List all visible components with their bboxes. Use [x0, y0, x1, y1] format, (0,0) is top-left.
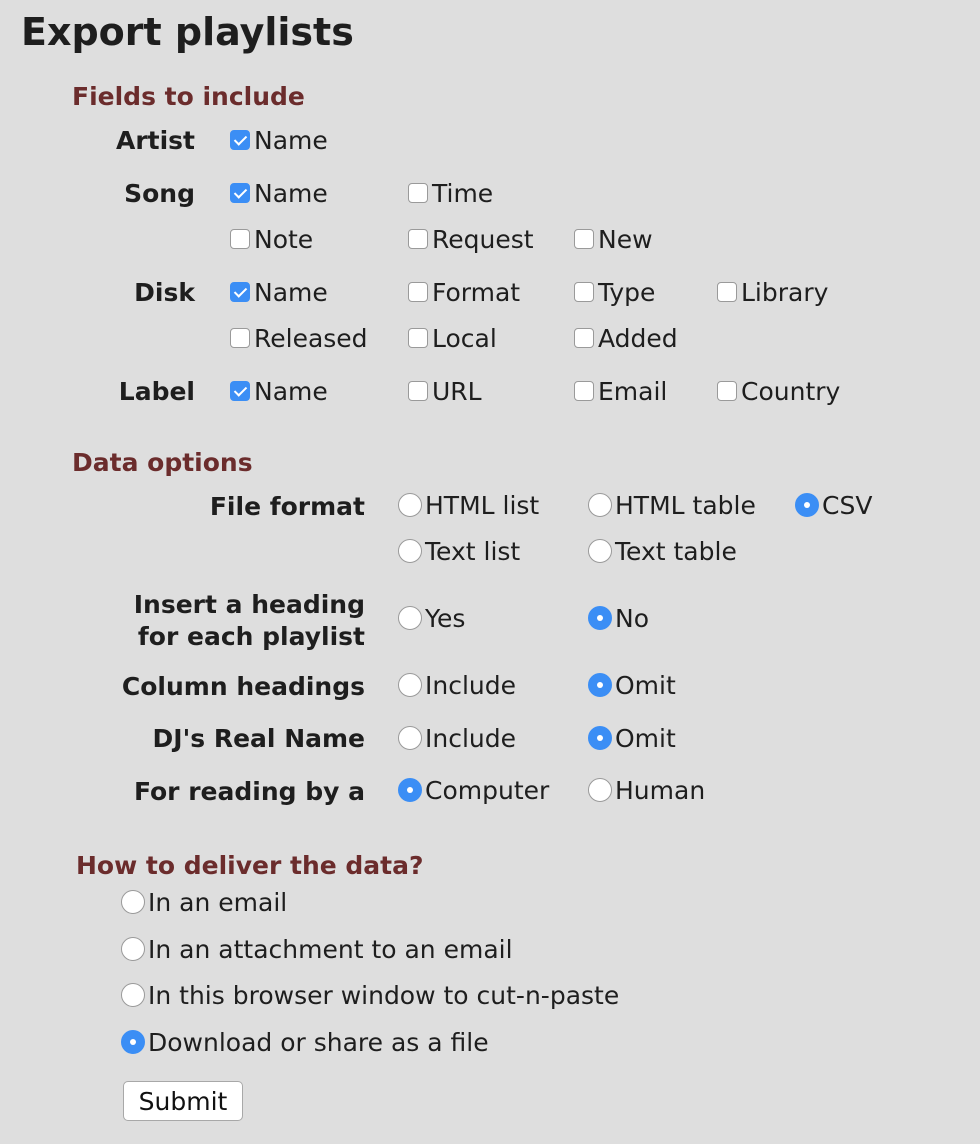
reading-by-label: For reading by a [133, 777, 365, 806]
disk-local-checkbox[interactable] [408, 328, 428, 348]
song-request-checkbox[interactable] [408, 229, 428, 249]
option-label: Name [254, 376, 328, 406]
label-name-checkbox[interactable] [230, 381, 250, 401]
option-label: CSV [822, 490, 873, 520]
disk-added-checkbox[interactable] [574, 328, 594, 348]
disk-type-checkbox[interactable] [574, 282, 594, 302]
option-label: Country [741, 376, 841, 406]
deliver-download-option[interactable] [121, 1026, 489, 1058]
option-label: Request [432, 224, 534, 254]
label-name-option[interactable] [230, 375, 328, 407]
label-email-option[interactable] [574, 375, 667, 407]
disk-library-checkbox[interactable] [717, 282, 737, 302]
disk-name-option[interactable] [230, 276, 328, 308]
option-label: Email [598, 376, 668, 406]
disk-local-option[interactable] [408, 322, 497, 354]
submit-button[interactable]: Submit [123, 1081, 243, 1121]
option-label: Computer [425, 775, 550, 805]
song-note-option[interactable] [230, 223, 313, 255]
disk-released-option[interactable] [230, 322, 368, 354]
reader-computer-option[interactable] [398, 774, 549, 806]
label-url-option[interactable] [408, 375, 482, 407]
column-headings-omit-option[interactable] [588, 669, 676, 701]
dj-real-name-label: DJ's Real Name [152, 724, 365, 753]
deliver-download-radio[interactable] [121, 1030, 145, 1054]
deliver-email-option[interactable] [121, 886, 287, 918]
deliver-heading: How to deliver the data? [76, 851, 424, 880]
dj-name-omit-radio[interactable] [588, 726, 612, 750]
song-new-checkbox[interactable] [574, 229, 594, 249]
option-label: Text list [425, 536, 521, 566]
format-csv-radio[interactable] [795, 493, 819, 517]
format-html-list-option[interactable] [398, 489, 539, 521]
reader-human-option[interactable] [588, 774, 705, 806]
option-label: Human [615, 775, 706, 805]
format-html-list-radio[interactable] [398, 493, 422, 517]
option-label: Name [254, 277, 328, 307]
option-label: Omit [615, 670, 676, 700]
option-label: Time [432, 178, 494, 208]
song-new-option[interactable] [574, 223, 653, 255]
option-label: HTML list [425, 490, 540, 520]
song-time-checkbox[interactable] [408, 183, 428, 203]
artist-label: Artist [115, 126, 195, 155]
disk-released-checkbox[interactable] [230, 328, 250, 348]
insert-heading-line-1: Insert a heading [133, 590, 365, 619]
label-country-checkbox[interactable] [717, 381, 737, 401]
option-label: Library [741, 277, 829, 307]
data-options-heading: Data options [72, 448, 253, 477]
insert-heading-label [134, 589, 365, 653]
option-label: Include [425, 670, 517, 700]
disk-name-checkbox[interactable] [230, 282, 250, 302]
option-label: In an attachment to an email [148, 934, 513, 964]
option-label: Omit [615, 723, 676, 753]
artist-name-option[interactable] [230, 124, 328, 156]
column-headings-include-radio[interactable] [398, 673, 422, 697]
format-text-table-radio[interactable] [588, 539, 612, 563]
heading-no-radio[interactable] [588, 606, 612, 630]
option-label: Local [432, 323, 497, 353]
disk-format-checkbox[interactable] [408, 282, 428, 302]
option-label: No [615, 603, 649, 633]
fields-heading: Fields to include [72, 82, 305, 111]
column-headings-label: Column headings [121, 672, 365, 701]
option-label: Name [254, 125, 328, 155]
format-text-list-option[interactable] [398, 535, 520, 567]
song-note-checkbox[interactable] [230, 229, 250, 249]
label-label: Label [118, 377, 195, 406]
option-label: Download or share as a file [148, 1027, 489, 1057]
dj-name-include-radio[interactable] [398, 726, 422, 750]
song-name-option[interactable] [230, 177, 328, 209]
format-csv-option[interactable] [795, 489, 872, 521]
format-html-table-option[interactable] [588, 489, 756, 521]
label-url-checkbox[interactable] [408, 381, 428, 401]
song-request-option[interactable] [408, 223, 534, 255]
disk-added-option[interactable] [574, 322, 678, 354]
page-title: Export playlists [21, 10, 354, 54]
label-email-checkbox[interactable] [574, 381, 594, 401]
heading-no-option[interactable] [588, 602, 649, 634]
disk-format-option[interactable] [408, 276, 520, 308]
option-label: Note [254, 224, 314, 254]
column-headings-include-option[interactable] [398, 669, 516, 701]
format-text-table-option[interactable] [588, 535, 737, 567]
option-label: In this browser window to cut-n-paste [148, 980, 620, 1010]
label-country-option[interactable] [717, 375, 840, 407]
deliver-browser-option[interactable] [121, 979, 619, 1011]
file-format-label: File format [209, 492, 365, 521]
deliver-email-radio[interactable] [121, 890, 145, 914]
option-label: Name [254, 178, 328, 208]
option-label: In an email [148, 887, 288, 917]
option-label: Format [432, 277, 521, 307]
option-label: Released [254, 323, 368, 353]
option-label: New [598, 224, 653, 254]
song-name-checkbox[interactable] [230, 183, 250, 203]
reader-computer-radio[interactable] [398, 778, 422, 802]
option-label: Include [425, 723, 517, 753]
dj-name-include-option[interactable] [398, 722, 516, 754]
format-html-table-radio[interactable] [588, 493, 612, 517]
insert-heading-line-2: for each playlist [137, 622, 365, 651]
deliver-attachment-radio[interactable] [121, 937, 145, 961]
disk-type-option[interactable] [574, 276, 655, 308]
artist-name-checkbox[interactable] [230, 130, 250, 150]
option-label: Type [598, 277, 656, 307]
reader-human-radio[interactable] [588, 778, 612, 802]
column-headings-omit-radio[interactable] [588, 673, 612, 697]
deliver-attachment-option[interactable] [121, 933, 513, 965]
disk-label: Disk [134, 278, 195, 307]
heading-yes-option[interactable] [398, 602, 465, 634]
format-text-list-radio[interactable] [398, 539, 422, 563]
disk-library-option[interactable] [717, 276, 828, 308]
song-time-option[interactable] [408, 177, 493, 209]
deliver-browser-radio[interactable] [121, 983, 145, 1007]
option-label: HTML table [615, 490, 756, 520]
option-label: Yes [425, 603, 466, 633]
option-label: URL [432, 376, 482, 406]
option-label: Text table [615, 536, 737, 566]
heading-yes-radio[interactable] [398, 606, 422, 630]
dj-name-omit-option[interactable] [588, 722, 676, 754]
option-label: Added [598, 323, 678, 353]
song-label: Song [124, 179, 195, 208]
